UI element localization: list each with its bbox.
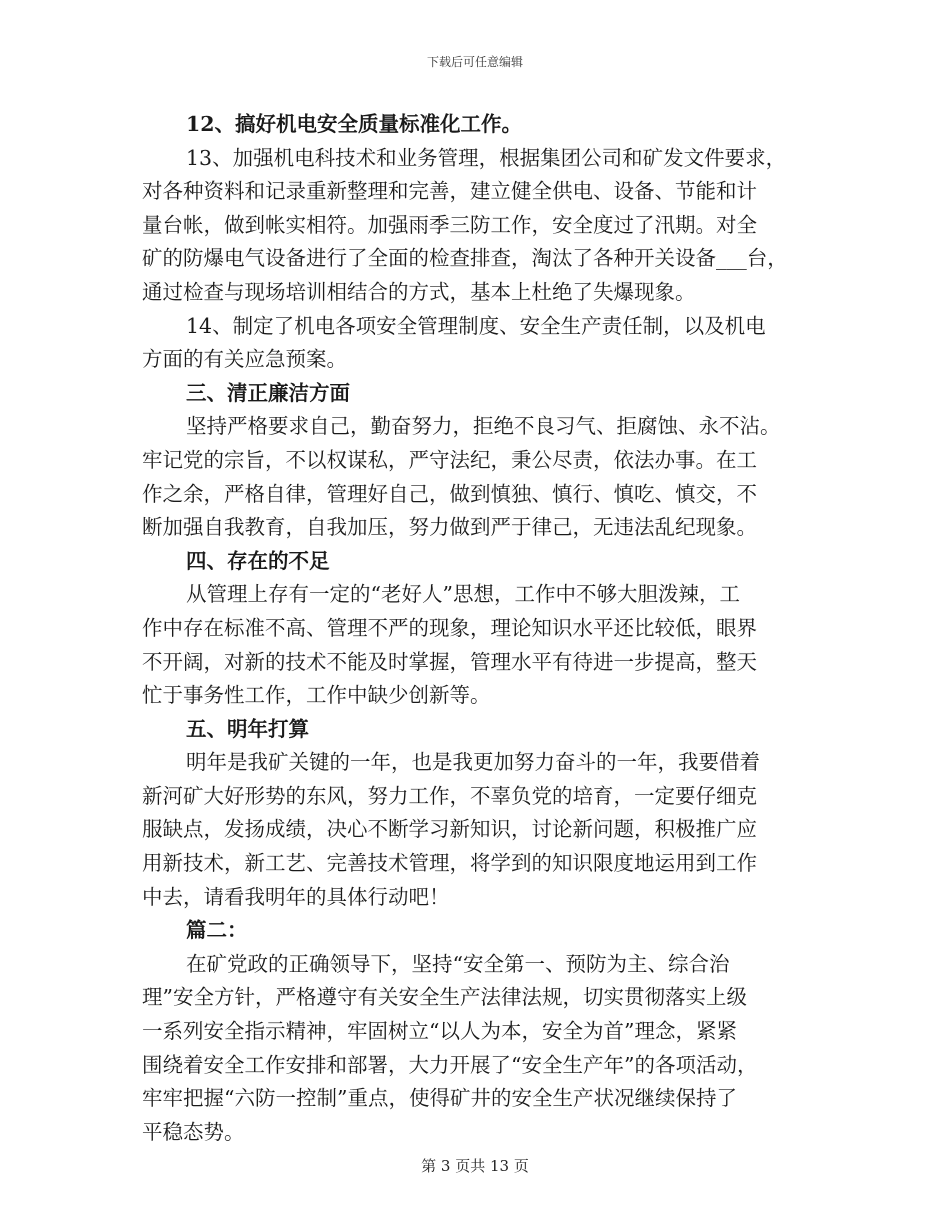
- paragraph-line: 平稳态势。: [142, 1119, 245, 1144]
- paragraph-line: 牢牢把握“六防一控制”重点，使得矿井的安全生产状况继续保持了: [142, 1086, 737, 1111]
- paragraph-line: 作之余，严格自律，管理好自己，做到慎独、慎行、慎吃、慎交，不: [142, 481, 757, 506]
- paragraph-line: 围绕着安全工作安排和部署，大力开展了“安全生产年”的各项活动，: [142, 1052, 758, 1077]
- paragraph-line: 从管理上存有一定的“老好人”思想，工作中不够大胆泼辣，工: [186, 582, 740, 607]
- paragraph-line: 忙于事务性工作，工作中缺少创新等。: [142, 683, 491, 708]
- paragraph-line: 对各种资料和记录重新整理和完善，建立健全供电、设备、节能和计: [142, 179, 757, 204]
- page-header: 下载后可任意编辑: [426, 55, 523, 69]
- paragraph-line: 量台帐，做到帐实相符。加强雨季三防工作，安全度过了汛期。对全: [142, 212, 757, 237]
- paragraph-line: 不开阔，对新的技术不能及时掌握，管理水平有待进一步提高，整天: [142, 649, 757, 674]
- paragraph-line: 14、制定了机电各项安全管理制度、安全生产责任制，以及机电: [186, 313, 766, 338]
- paragraph-line: 坚持严格要求自己，勤奋努力，拒绝不良习气、拒腐蚀、永不沾。: [186, 414, 781, 439]
- paragraph-line: 用新技术，新工艺、完善技术管理，将学到的知识限度地运用到工作: [142, 851, 757, 876]
- paragraph-line: 理”安全方针，严格遵守有关安全生产法律法规，切实贯彻落实上级: [142, 985, 747, 1010]
- document-body: [142, 108, 822, 1149]
- section-heading: 篇二：: [186, 918, 248, 943]
- paragraph-line: 牢记党的宗旨，不以权谋私，严守法纪，秉公尽责，依法办事。在工: [142, 447, 757, 472]
- paragraph-line: 方面的有关应急预案。: [142, 347, 347, 372]
- paragraph-line: 矿的防爆电气设备进行了全面的检查排查，淘汰了各种开关设备___台，: [142, 246, 788, 271]
- paragraph-line: 一系列安全指示精神，牢固树立“以人为本，安全为首”理念，紧紧: [142, 1019, 737, 1044]
- paragraph-line: 服缺点，发扬成绩，决心不断学习新知识，讨论新问题，积极推广应: [142, 817, 757, 842]
- paragraph-line: 通过检查与现场培训相结合的方式，基本上杜绝了失爆现象。: [142, 279, 696, 304]
- section-heading: 三、清正廉洁方面: [186, 380, 350, 405]
- paragraph-line: 13、加强机电科技术和业务管理，根据集团公司和矿发文件要求，: [186, 145, 787, 170]
- paragraph-line: 断加强自我教育，自我加压，努力做到严于律己，无违法乱纪现象。: [142, 515, 757, 540]
- paragraph-line: 明年是我矿关键的一年，也是我更加努力奋斗的一年，我要借着: [186, 750, 760, 775]
- section-heading: 12、搞好机电安全质量标准化工作。: [186, 112, 523, 136]
- paragraph-line: 新河矿大好形势的东风，努力工作，不辜负党的培育，一定要仔细克: [142, 783, 757, 808]
- section-heading: 五、明年打算: [186, 716, 309, 741]
- paragraph-line: 中去，请看我明年的具体行动吧！: [142, 884, 450, 909]
- page-footer: 第 3 页共 13 页: [421, 1157, 529, 1175]
- paragraph-line: 作中存在标准不高、管理不严的现象，理论知识水平还比较低，眼界: [142, 615, 757, 640]
- paragraph-line: 在矿党政的正确领导下，坚持“安全第一、预防为主、综合治: [186, 951, 730, 976]
- section-heading: 四、存在的不足: [186, 548, 330, 573]
